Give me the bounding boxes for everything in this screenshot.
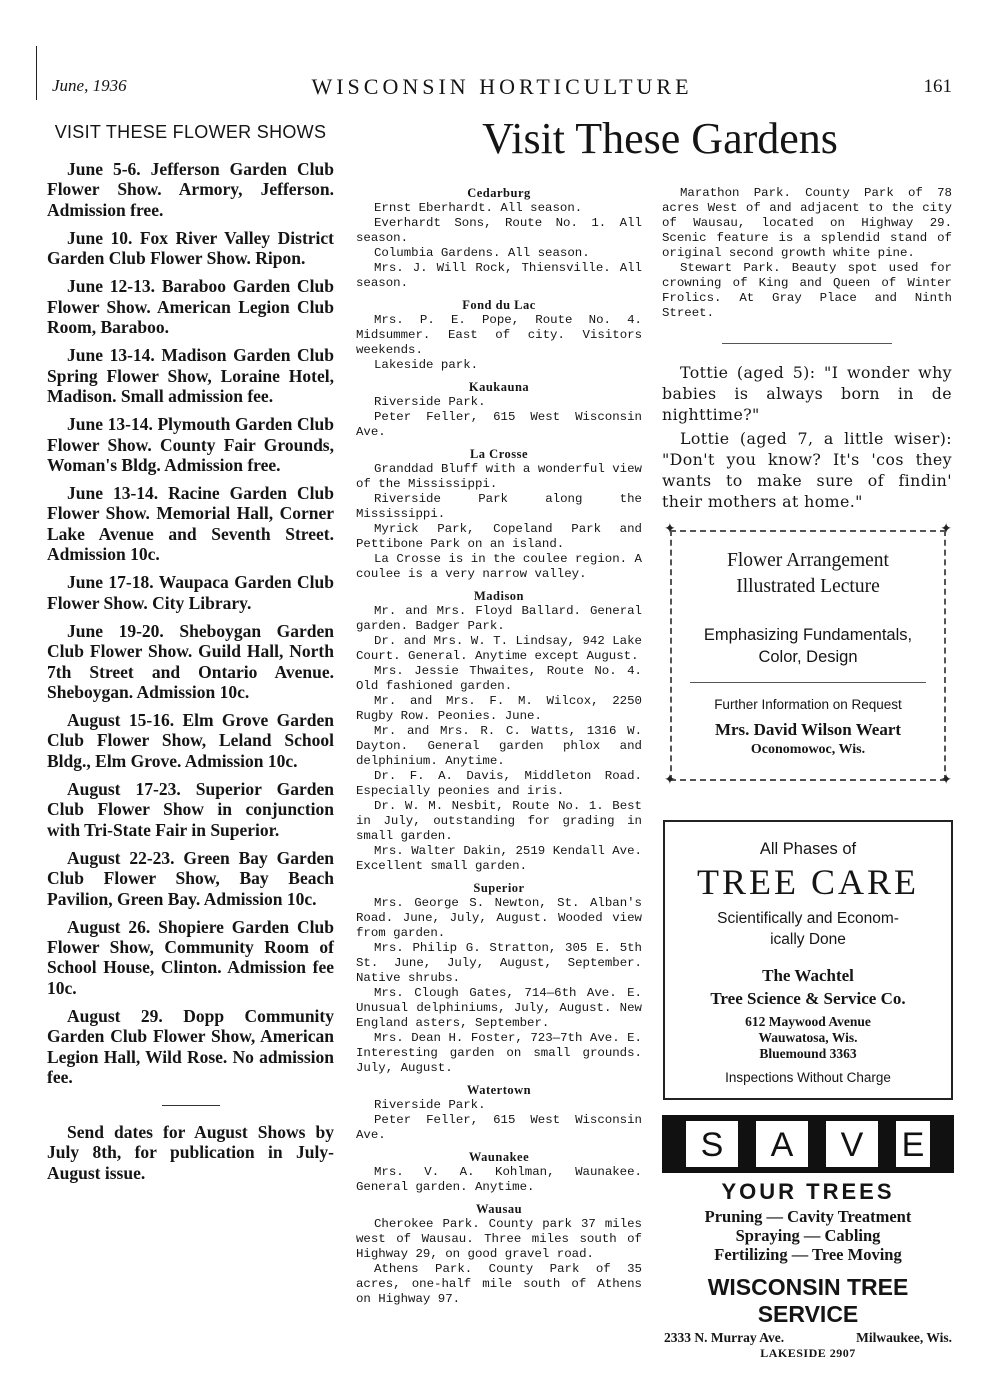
save-cell xyxy=(668,1121,738,1167)
town-heading: Superior xyxy=(473,881,525,895)
garden-entry: Columbia Gardens. All season. xyxy=(374,246,590,260)
save-city: Milwaukee, Wis. xyxy=(856,1330,952,1345)
town-heading: Madison xyxy=(473,589,525,603)
garden-entry: Lakeside park. xyxy=(374,358,479,372)
show-item: June 19-20. Sheboygan Garden Club Flower Show. Guild Hall, North 7th Street and Ontario Avenue. Sheboygan. Admission 10c. xyxy=(47,620,334,702)
town-heading: Kaukauna xyxy=(468,380,530,394)
lecture-ad xyxy=(664,522,952,788)
show-item: June 13-14. Racine Garden Club Flower Show. Memorial Hall, Corner Lake Avenue and Seventh Street. Admission 10c. xyxy=(47,483,334,565)
town-heading: Waunakee xyxy=(468,1150,530,1164)
garden-entry: Dr. W. M. Nesbit, Route No. 1. Best in July, outstanding for grading in small garden. xyxy=(356,799,642,843)
lecture-title xyxy=(672,548,944,600)
show-item: June 10. Fox River Valley District Garden Club Flower Show. Ripon. xyxy=(47,227,334,269)
save-address-row xyxy=(662,1330,954,1346)
save-cell xyxy=(878,1121,948,1167)
save-cell xyxy=(738,1121,808,1167)
joke-line: Lottie (aged 7, a little wiser): "Don't you know? It's 'cos they wants to make sure of findin' their mothers at home." xyxy=(662,429,952,511)
garden-entry: Mrs. Jessie Thwaites, Route No. 4. Old fashioned garden. xyxy=(356,664,642,693)
issue-date: June, 1936 xyxy=(52,76,127,95)
page-header xyxy=(52,74,952,100)
garden-entry: Ernst Eberhardt. All season. xyxy=(374,201,583,215)
garden-entry: Mrs. Clough Gates, 714—6th Ave. E. Unusual delphiniums, July, August. New England asters, September. xyxy=(356,986,642,1030)
submission-note: Send dates for August Shows by July 8th, for publication in July-August issue. xyxy=(47,1122,334,1183)
garden-entry: Mrs. P. E. Pope, Route No. 4. Midsummer. East of city. Visitors weekends. xyxy=(356,313,642,357)
show-item: August 26. Shopiere Garden Club Flower Show, Community Room of School House, Clinton. Admission fee 10c. xyxy=(47,916,334,998)
garden-entry: Mr. and Mrs. R. C. Watts, 1316 W. Dayton. General garden phlox and delphinium. Anytime. xyxy=(356,724,642,768)
flower-shows-column xyxy=(47,122,334,1183)
lecture-contact-place: Oconomowoc, Wis. xyxy=(750,742,866,757)
garden-entry: Cherokee Park. County park 37 miles west of Wausau. Three miles south of Highway 29, on good gravel road. xyxy=(356,1217,642,1261)
tree-care-company-line: Tree Science & Service Co. xyxy=(710,989,906,1008)
save-address: 2333 N. Murray Ave. xyxy=(664,1330,785,1345)
gardens-title: Visit These Gardens xyxy=(482,114,838,163)
garden-entry: Riverside Park. xyxy=(374,1098,486,1112)
tree-care-phone: Bluemound 3363 xyxy=(759,1046,857,1061)
joke-line: Tottie (aged 5): "I wonder why babies is always born in de nighttime?" xyxy=(662,363,952,424)
garden-entry: Myrick Park, Copeland Park and Pettibone Park on an island. xyxy=(356,522,642,551)
garden-entry: Peter Feller, 615 West Wisconsin Ave. xyxy=(356,1113,642,1142)
garden-entry: Mr. and Mrs. Floyd Ballard. General garden. Badger Park. xyxy=(356,604,642,633)
corner-ornament: ✦ xyxy=(664,773,676,788)
service-line: Fertilizing — Tree Moving xyxy=(714,1245,902,1264)
garden-entry: Marathon Park. County Park of 78 acres West of and adjacent to the city of Wausau, located on Highway 29. Scenic feature is a splendid stand of original second growth white pine. xyxy=(662,186,952,260)
save-banner xyxy=(662,1115,954,1173)
garden-entry: Dr. and Mrs. W. T. Lindsay, 942 Lake Court. General. Anytime except August. xyxy=(356,634,642,663)
gardens-list xyxy=(356,186,642,1307)
tree-care-address xyxy=(665,1014,951,1062)
garden-entry: Riverside Park. xyxy=(374,395,486,409)
lecture-topic-line: Emphasizing Fundamentals, xyxy=(703,626,913,644)
lecture-contact-name: Mrs. David Wilson Weart xyxy=(714,720,902,739)
divider xyxy=(722,343,892,344)
save-cell xyxy=(808,1121,878,1167)
save-company: WISCONSIN TREE SERVICE xyxy=(707,1274,909,1327)
garden-entry: Mrs. J. Will Rock, Thiensville. All season. xyxy=(356,261,642,290)
garden-entry: Granddad Bluff with a wonderful view of the Mississippi. xyxy=(356,462,642,491)
show-item: August 15-16. Elm Grove Garden Club Flower Show, Leland School Bldg., Elm Grove. Admission 10c. xyxy=(47,710,334,771)
service-line: Spraying — Cabling xyxy=(735,1226,881,1245)
tree-care-footer: Inspections Without Charge xyxy=(725,1070,891,1085)
save-trees-ad xyxy=(662,1115,954,1361)
show-item: August 17-23. Superior Garden Club Flower Show in conjunction with Tri-State Fair in Superior. xyxy=(47,779,334,840)
tree-care-pre: All Phases of xyxy=(759,840,857,858)
magazine-title: WISCONSIN HORTICULTURE xyxy=(311,74,693,99)
right-column xyxy=(662,186,952,512)
tree-care-desc xyxy=(665,908,951,950)
garden-entry: La Crosse is in the coulee region. A coulee is a very narrow valley. xyxy=(356,552,642,581)
garden-entry: Everhardt Sons, Route No. 1. All season. xyxy=(356,216,642,245)
service-line: Pruning — Cavity Treatment xyxy=(704,1207,912,1226)
joke xyxy=(662,362,952,512)
save-phone: LAKESIDE 2907 xyxy=(760,1346,856,1360)
town-heading: La Crosse xyxy=(469,447,529,461)
save-letter: E xyxy=(896,1121,930,1167)
show-item: August 29. Dopp Community Garden Club Flower Show, American Legion Hall, Wild Rose. No admission fee. xyxy=(47,1005,334,1087)
corner-ornament: ✦ xyxy=(664,522,676,537)
save-letter: A xyxy=(756,1121,808,1167)
garden-entry: Dr. F. A. Davis, Middleton Road. Especially peonies and iris. xyxy=(356,769,642,798)
lecture-topics xyxy=(672,624,944,668)
garden-entry: Mrs. Dean H. Foster, 723—7th Ave. E. Interesting garden on small grounds. July, August. xyxy=(356,1031,642,1075)
tree-care-ad xyxy=(663,820,953,1100)
garden-entry: Mrs. Philip G. Stratton, 305 E. 5th St. June, July, August, September. Native shrubs. xyxy=(356,941,642,985)
tree-care-address-line: Wauwatosa, Wis. xyxy=(758,1030,858,1045)
lecture-subtitle-line: Illustrated Lecture xyxy=(736,576,880,597)
corner-ornament: ✦ xyxy=(940,522,952,537)
tree-care-company xyxy=(665,964,951,1010)
save-services xyxy=(662,1207,954,1264)
garden-entry: Mrs. George S. Newton, St. Alban's Road. June, July, August. Wooded view from garden. xyxy=(356,896,642,940)
divider xyxy=(690,682,926,683)
garden-entry: Athens Park. County Park of 35 acres, one-half mile south of Athens on Highway 97. xyxy=(356,1262,642,1306)
save-letter: S xyxy=(686,1121,738,1167)
show-item: June 13-14. Madison Garden Club Spring Flower Show, Loraine Hotel, Madison. Small admission fee. xyxy=(47,345,334,406)
corner-ornament: ✦ xyxy=(940,773,952,788)
divider xyxy=(162,1105,220,1106)
show-item: June 17-18. Waupaca Garden Club Flower Show. City Library. xyxy=(47,572,334,613)
town-heading: Cedarburg xyxy=(467,186,531,200)
town-heading: Watertown xyxy=(466,1083,532,1097)
garden-entry: Peter Feller, 615 West Wisconsin Ave. xyxy=(356,410,642,439)
page-number: 161 xyxy=(923,76,952,97)
show-item: June 12-13. Baraboo Garden Club Flower Show. American Legion Club Room, Baraboo. xyxy=(47,276,334,338)
town-heading: Wausau xyxy=(475,1202,523,1216)
garden-entry: Stewart Park. Beauty spot used for crowning of King and Queen of Winter Frolics. At Gray Place and Ninth Street. xyxy=(662,261,952,320)
save-tagline: YOUR TREES xyxy=(721,1179,895,1204)
garden-entry: Riverside Park along the Mississippi. xyxy=(356,492,642,521)
lecture-title-line: Flower Arrangement xyxy=(727,550,889,571)
tree-care-desc-line: Scientifically and Econom- xyxy=(717,910,899,927)
garden-entry: Mr. and Mrs. F. M. Wilcox, 2250 Rugby Row. Peonies. June. xyxy=(356,694,642,723)
tree-care-desc-line: ically Done xyxy=(770,931,846,948)
show-item: June 13-14. Plymouth Garden Club Flower Show. County Fair Grounds, Woman's Bldg. Admission free. xyxy=(47,414,334,475)
tree-care-company-line: The Wachtel xyxy=(762,966,854,985)
town-heading: Fond du Lac xyxy=(462,298,536,312)
tree-care-address-line: 612 Maywood Avenue xyxy=(745,1014,871,1029)
garden-entry: Mrs. Walter Dakin, 2519 Kendall Ave. Excellent small garden. xyxy=(356,844,642,873)
margin-line xyxy=(36,46,37,100)
show-item: August 22-23. Green Bay Garden Club Flower Show, Bay Beach Pavilion, Green Bay. Admission 10c. xyxy=(47,847,334,909)
lecture-topic-line: Color, Design xyxy=(758,648,858,666)
save-letter: V xyxy=(826,1121,878,1167)
flower-shows-title: VISIT THESE FLOWER SHOWS xyxy=(54,122,327,142)
lecture-info: Further Information on Request xyxy=(714,697,902,712)
garden-entry: Mrs. V. A. Kohlman, Waunakee. General garden. Anytime. xyxy=(356,1165,642,1194)
wausau-continued xyxy=(662,186,952,321)
tree-care-headline: TREE CARE xyxy=(697,862,919,902)
show-item: June 5-6. Jefferson Garden Club Flower Show. Armory, Jefferson. Admission free. xyxy=(47,159,334,220)
